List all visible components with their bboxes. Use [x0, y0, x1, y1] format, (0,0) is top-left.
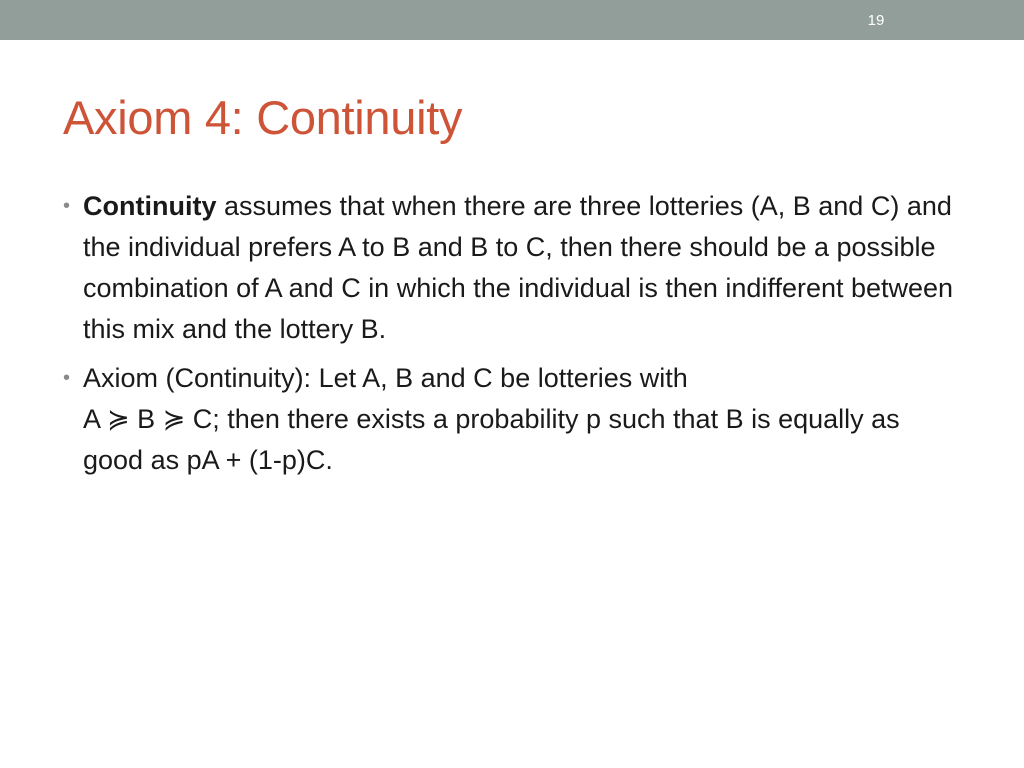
bullet-text-line1: Axiom (Continuity): Let A, B and C be lotteries with: [83, 363, 688, 393]
bullet-continuity-axiom: [63, 358, 963, 481]
bold-term: Continuity: [83, 191, 217, 221]
bullet-list: [63, 186, 963, 489]
slide-title: Axiom 4: Continuity: [63, 91, 463, 144]
bullet-continuity-definition: [63, 186, 963, 350]
bullet-icon: •: [63, 367, 71, 389]
slide-number: 19: [867, 12, 885, 29]
bullet-text: assumes that when there are three lotteries (A, B and C) and the individual prefers A to B and B to C, then there should be a possible combination of A and C in which the individual is then indifferent between this mix and the lottery B.: [83, 191, 954, 344]
bullet-icon: •: [63, 195, 71, 217]
bullet-text-line2: A ≽ B ≽ C; then there exists a probability p such that B is equally as good as pA + (1-p)C.: [83, 404, 900, 475]
top-bar: [0, 0, 1024, 40]
